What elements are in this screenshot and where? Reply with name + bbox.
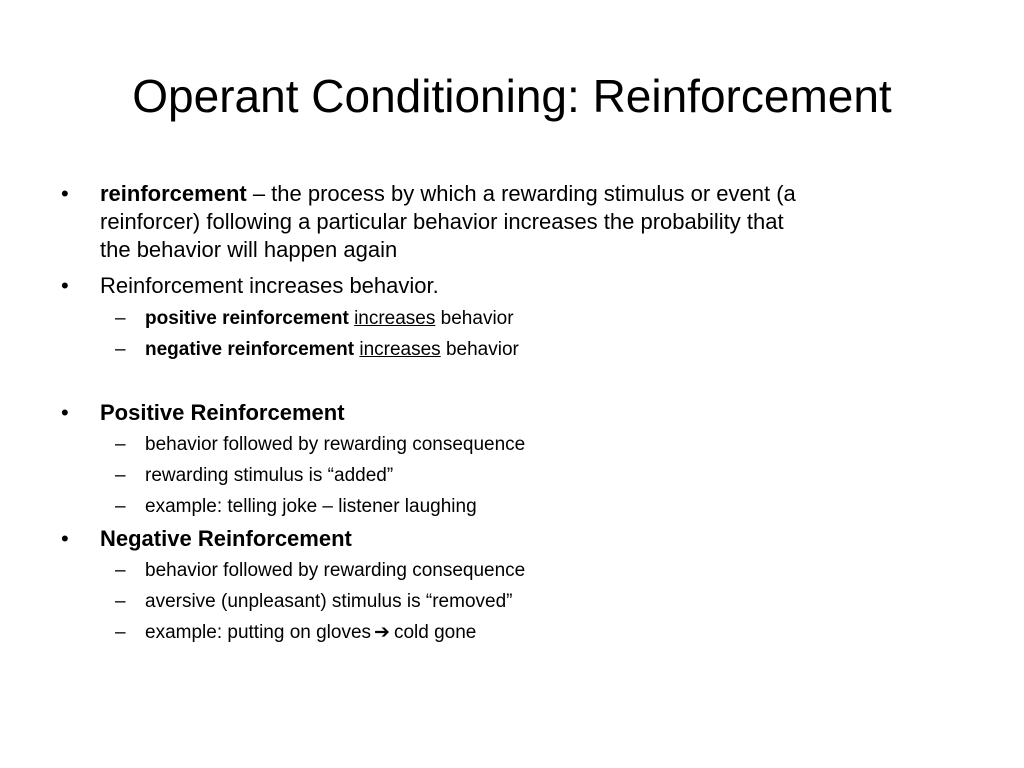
- negative-heading: Negative Reinforcement: [100, 526, 352, 551]
- sub-item-text: behavior: [445, 339, 519, 360]
- sub-item-underlined: increases: [359, 339, 441, 360]
- slide-title: Operant Conditioning: Reinforcement: [132, 70, 892, 122]
- bullet-icon: •: [61, 400, 69, 425]
- dash-icon: –: [115, 465, 126, 486]
- dash-icon: –: [115, 560, 126, 581]
- definition-line-1: [100, 180, 958, 208]
- sub-item-bold: negative reinforcement: [145, 339, 355, 360]
- definition-term: reinforcement: [100, 181, 247, 206]
- example-before: example: putting on gloves: [145, 622, 372, 643]
- increases-text: Reinforcement increases behavior.: [100, 273, 439, 298]
- sub-item-text: rewarding stimulus is “added”: [145, 465, 394, 486]
- bullet-icon: •: [61, 526, 69, 551]
- bullet-definition: [58, 180, 958, 264]
- positive-heading: Positive Reinforcement: [100, 400, 345, 425]
- dash-icon: –: [115, 308, 126, 329]
- sub-item-text: aversive (unpleasant) stimulus is “removed”: [145, 591, 513, 612]
- sub-item-text: behavior followed by rewarding consequence: [145, 560, 526, 581]
- sub-item: [58, 620, 958, 645]
- sub-item: [58, 494, 958, 519]
- definition-text: – the process by which a rewarding stimulus or event (a: [246, 181, 796, 206]
- sub-item-text: behavior: [440, 308, 514, 329]
- dash-icon: –: [115, 622, 126, 643]
- bullet-negative-reinforcement: [58, 525, 958, 553]
- sub-item-bold: positive reinforcement: [145, 308, 349, 329]
- example-after: cold gone: [393, 622, 477, 643]
- sub-item: [58, 432, 958, 457]
- dash-icon: –: [115, 339, 126, 360]
- bullet-increases: [58, 272, 958, 300]
- sub-item: [58, 463, 958, 488]
- bullet-positive-reinforcement: [58, 399, 958, 427]
- sub-item-text: example: telling joke – listener laughing: [145, 496, 477, 517]
- slide-content: [58, 180, 958, 645]
- sub-item-text: behavior followed by rewarding consequence: [145, 434, 526, 455]
- right-arrow-icon: ➔: [374, 622, 390, 643]
- bullet-icon: •: [61, 273, 69, 298]
- sub-item: [58, 337, 958, 362]
- sub-item: [58, 306, 958, 331]
- dash-icon: –: [115, 434, 126, 455]
- dash-icon: –: [115, 496, 126, 517]
- definition-line-3: the behavior will happen again: [100, 237, 398, 262]
- bullet-icon: •: [61, 181, 69, 206]
- sub-item: [58, 589, 958, 614]
- definition-line-2: reinforcer) following a particular behavior increases the probability that: [100, 209, 784, 234]
- sub-item: [58, 558, 958, 583]
- sub-item-underlined: increases: [354, 308, 436, 329]
- dash-icon: –: [115, 591, 126, 612]
